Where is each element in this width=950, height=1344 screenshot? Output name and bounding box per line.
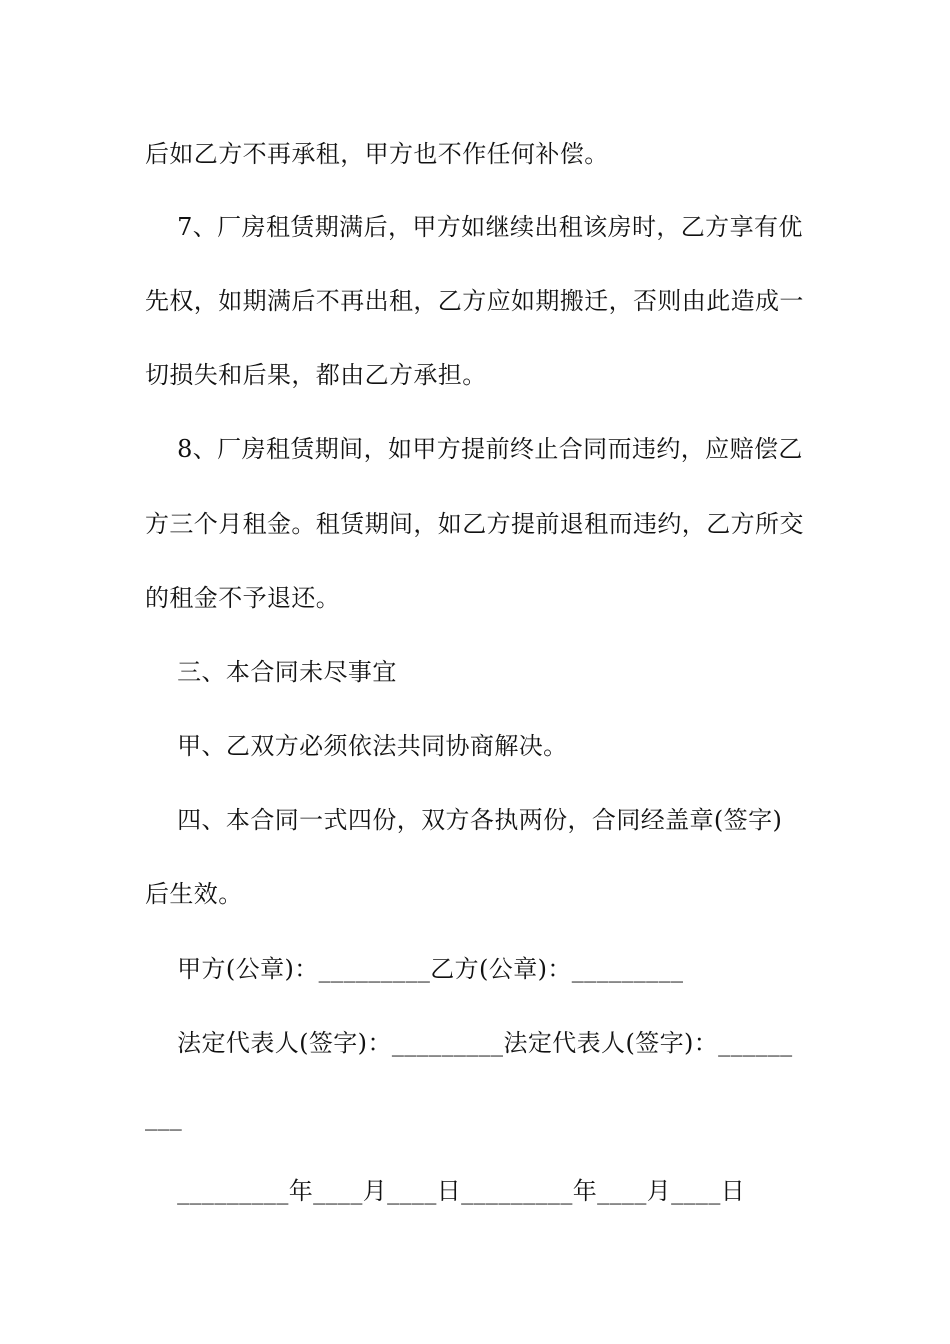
text-line-1: 后如乙方不再承租，甲方也不作任何补偿。 bbox=[145, 140, 609, 168]
text-line-2: 7、厂房租赁期满后，甲方如继续出租该房时，乙方享有优 bbox=[145, 213, 803, 241]
text-line-4: 切损失和后果，都由乙方承担。 bbox=[145, 361, 487, 389]
legal-representative-line: 法定代表人(签字)：_________法定代表人(签字)：______ bbox=[145, 1029, 793, 1057]
date-line: _________年____月____日_________年____月____日 bbox=[145, 1177, 746, 1205]
text-line-7: 的租金不予退还。 bbox=[145, 584, 341, 612]
legal-representative-line-continuation: ___ bbox=[145, 1103, 183, 1131]
text-line-6: 方三个月租金。租赁期间，如乙方提前退租而违约，乙方所交 bbox=[145, 510, 804, 538]
section-heading-4: 四、本合同一式四份，双方各执两份，合同经盖章(签字) bbox=[145, 806, 783, 834]
section-heading-3: 三、本合同未尽事宜 bbox=[145, 658, 397, 686]
text-line-5: 8、厂房租赁期间，如甲方提前终止合同而违约，应赔偿乙 bbox=[145, 435, 803, 463]
party-seal-line: 甲方(公章)：_________乙方(公章)：_________ bbox=[145, 955, 684, 983]
text-line-8: 甲、乙双方必须依法共同协商解决。 bbox=[145, 732, 568, 760]
text-line-3: 先权，如期满后不再出租，乙方应如期搬迁，否则由此造成一 bbox=[145, 287, 804, 315]
text-line-9: 后生效。 bbox=[145, 880, 243, 908]
